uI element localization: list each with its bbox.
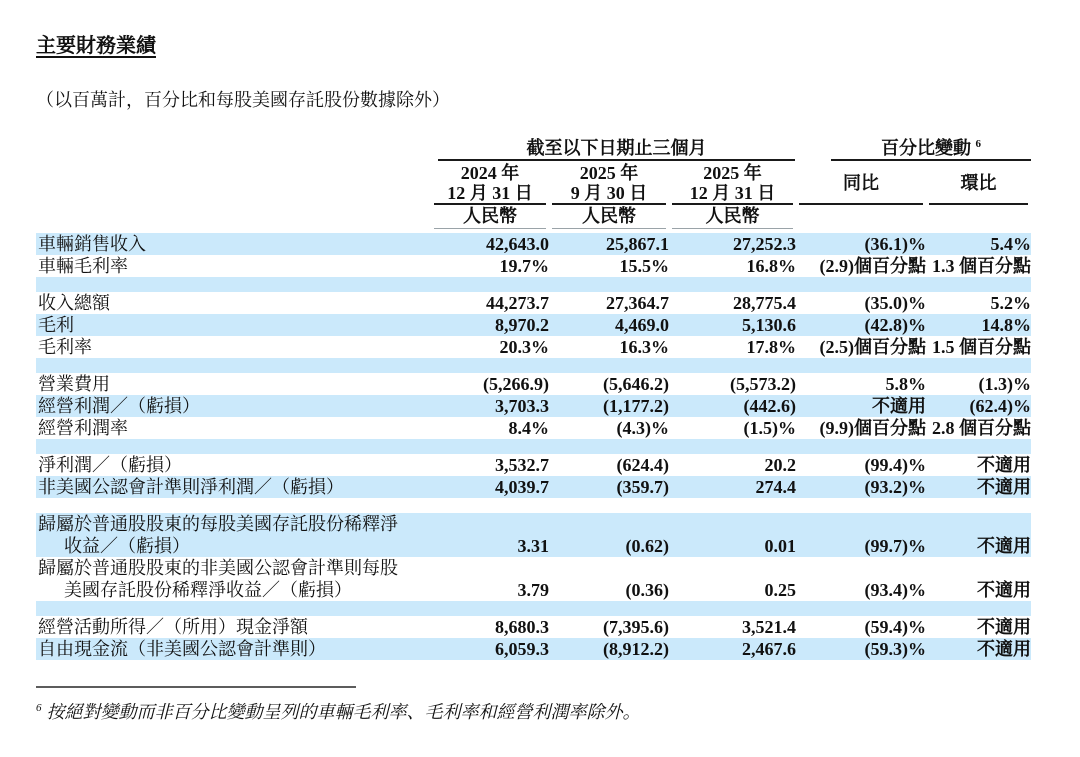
row-value: (93.2)% xyxy=(864,477,927,497)
row-value: 16.3% xyxy=(619,337,669,357)
row-label: 淨利潤／（虧損） xyxy=(38,455,182,475)
page-title: 主要財務業績 xyxy=(36,35,156,57)
financial-results-table xyxy=(36,134,1031,660)
row-value: (442.6) xyxy=(743,396,797,416)
row-value: 20.3% xyxy=(499,337,549,357)
row-value: 2.8 個百分點 xyxy=(932,418,1032,438)
row-value: 8,970.2 xyxy=(495,315,549,335)
row-value: (4.3)% xyxy=(616,418,669,438)
table-row xyxy=(36,233,1031,255)
row-value: 1.5 個百分點 xyxy=(932,337,1032,357)
row-value: 16.8% xyxy=(746,256,797,276)
row-value: (59.4)% xyxy=(864,617,927,637)
row-value: 8.4% xyxy=(508,418,549,438)
row-label: 歸屬於普通股股東的每股美國存託股份稀釋淨 收益／（虧損） xyxy=(38,514,398,556)
table-row xyxy=(36,336,1031,358)
row-value: (5,646.2) xyxy=(603,374,669,394)
footnote-text: 按絕對變動而非百分比變動呈列的車輛毛利率、毛利率和經營利潤率除外。 xyxy=(46,702,641,722)
row-value: (0.36) xyxy=(625,580,669,600)
row-value: (5,573.2) xyxy=(730,374,797,394)
row-value: (99.7)% xyxy=(864,536,927,556)
table-row xyxy=(36,476,1031,498)
table-row xyxy=(36,616,1031,638)
row-label: 歸屬於普通股股東的非美國公認會計準則每股 美國存託股份稀釋淨收益／（虧損） xyxy=(38,558,398,600)
row-value: 不適用 xyxy=(872,396,927,416)
row-label: 車輛銷售收入 xyxy=(38,234,146,254)
row-label: 收入總額 xyxy=(38,293,110,313)
label-column-header xyxy=(36,134,431,161)
row-value: (624.4) xyxy=(616,455,669,475)
row-value: (42.8)% xyxy=(864,315,927,335)
column-header-date-2: 2025 年 9 月 30 日 xyxy=(552,161,666,205)
table-row xyxy=(36,638,1031,660)
row-value: 17.8% xyxy=(746,337,797,357)
row-value: 27,364.7 xyxy=(606,293,669,313)
row-label: 毛利 xyxy=(38,315,74,335)
table-row xyxy=(36,292,1031,314)
currency-label-3: 人民幣 xyxy=(672,205,793,229)
row-value: 28,775.4 xyxy=(733,293,797,313)
row-value: (1.5)% xyxy=(743,418,797,438)
table-row xyxy=(36,255,1031,277)
row-value: 27,252.3 xyxy=(733,234,797,254)
row-value: 3.79 xyxy=(517,580,549,600)
row-value: 8,680.3 xyxy=(495,617,549,637)
table-row xyxy=(36,373,1031,395)
row-value: 42,643.0 xyxy=(486,234,549,254)
row-value: 3,521.4 xyxy=(742,617,797,637)
row-value: (0.62) xyxy=(625,536,669,556)
table-row xyxy=(36,395,1031,417)
spacer-cell xyxy=(36,601,1031,616)
row-value: 1.3 個百分點 xyxy=(932,256,1032,276)
spacer-cell xyxy=(36,358,1031,373)
row-value: 5.8% xyxy=(885,374,927,394)
row-label: 經營利潤／（虧損） xyxy=(38,396,200,416)
row-value: 20.2 xyxy=(764,455,797,475)
row-label: 經營利潤率 xyxy=(38,418,128,438)
column-header-yoy: 同比 xyxy=(799,161,923,205)
row-value: 4,469.0 xyxy=(615,315,669,335)
currency-label-2: 人民幣 xyxy=(552,205,666,229)
footnote xyxy=(36,697,1080,724)
spacer-row xyxy=(36,277,1031,292)
column-header-qoq: 環比 xyxy=(929,161,1028,205)
spacer-cell xyxy=(36,439,1031,454)
row-value: 不適用 xyxy=(977,477,1032,497)
percent-change-group-header xyxy=(831,134,1031,161)
row-value: 不適用 xyxy=(977,580,1032,600)
row-value: 0.25 xyxy=(764,580,797,600)
table-row xyxy=(36,454,1031,476)
row-label: 營業費用 xyxy=(38,374,110,394)
table-body xyxy=(36,233,1031,660)
row-value: 3,532.7 xyxy=(495,455,549,475)
currency-header-row xyxy=(36,205,1031,229)
footnote-marker: 6 xyxy=(36,702,42,714)
table-row xyxy=(36,417,1031,439)
spacer-row xyxy=(36,358,1031,373)
row-value: (59.3)% xyxy=(864,639,927,659)
row-value: (5,266.9) xyxy=(483,374,549,394)
row-label: 經營活動所得／（所用）現金淨額 xyxy=(38,617,308,637)
row-value: (99.4)% xyxy=(864,455,927,475)
row-value: (35.0)% xyxy=(864,293,927,313)
column-header-date-3: 2025 年 12 月 31 日 xyxy=(672,161,793,205)
row-value: 19.7% xyxy=(499,256,549,276)
row-value: 3.31 xyxy=(517,536,549,556)
row-value: 4,039.7 xyxy=(495,477,549,497)
row-value: (1.3)% xyxy=(978,374,1032,394)
group-header-row xyxy=(36,134,1031,161)
units-note: （以百萬計，百分比和每股美國存託股份數據除外） xyxy=(36,90,450,110)
row-value: (93.4)% xyxy=(864,580,927,600)
row-value: (2.5)個百分點 xyxy=(819,337,927,357)
row-value: (8,912.2) xyxy=(603,639,669,659)
row-value: (1,177.2) xyxy=(603,396,669,416)
row-value: 6,059.3 xyxy=(495,639,549,659)
row-value: (2.9)個百分點 xyxy=(819,256,927,276)
row-label: 車輛毛利率 xyxy=(38,256,128,276)
period-group-label: 截至以下日期止三個月 xyxy=(526,138,707,158)
row-value: 不適用 xyxy=(977,639,1032,659)
row-value: 2,467.6 xyxy=(742,639,797,659)
table-header xyxy=(36,134,1031,233)
row-value: 14.8% xyxy=(981,315,1032,335)
row-value: 3,703.3 xyxy=(495,396,549,416)
row-value: 15.5% xyxy=(619,256,669,276)
period-group-header xyxy=(438,138,795,161)
spacer-row xyxy=(36,498,1031,513)
row-value: 5.4% xyxy=(990,234,1032,254)
row-label: 毛利率 xyxy=(38,337,92,357)
row-value: (9.9)個百分點 xyxy=(819,418,927,438)
row-label: 非美國公認會計準則淨利潤／（虧損） xyxy=(38,477,344,497)
table-row xyxy=(36,314,1031,336)
spacer-cell xyxy=(36,277,1031,292)
date-header-row xyxy=(36,161,1031,205)
row-value: 5.2% xyxy=(990,293,1032,313)
row-value: 44,273.7 xyxy=(486,293,549,313)
spacer-row xyxy=(36,601,1031,616)
row-value: (62.4)% xyxy=(969,396,1032,416)
row-label: 自由現金流（非美國公認會計準則） xyxy=(38,639,326,659)
table-row xyxy=(36,557,1031,601)
row-value: 不適用 xyxy=(977,455,1032,475)
row-value: 25,867.1 xyxy=(606,234,669,254)
row-value: 274.4 xyxy=(755,477,797,497)
row-value: 不適用 xyxy=(977,617,1032,637)
row-value: 5,130.6 xyxy=(742,315,797,335)
row-value: 0.01 xyxy=(764,536,797,556)
footnote-divider xyxy=(36,686,356,688)
column-header-date-1: 2024 年 12 月 31 日 xyxy=(434,161,546,205)
row-value: (359.7) xyxy=(616,477,669,497)
footnote-reference: 6 xyxy=(975,138,982,150)
row-value: 不適用 xyxy=(977,536,1032,556)
row-value: (36.1)% xyxy=(864,234,927,254)
row-value: (7,395.6) xyxy=(603,617,669,637)
currency-label-1: 人民幣 xyxy=(434,205,546,229)
spacer-row xyxy=(36,439,1031,454)
percent-change-label: 百分比變動 xyxy=(881,138,972,158)
table-row xyxy=(36,513,1031,557)
spacer-cell xyxy=(36,498,1031,513)
